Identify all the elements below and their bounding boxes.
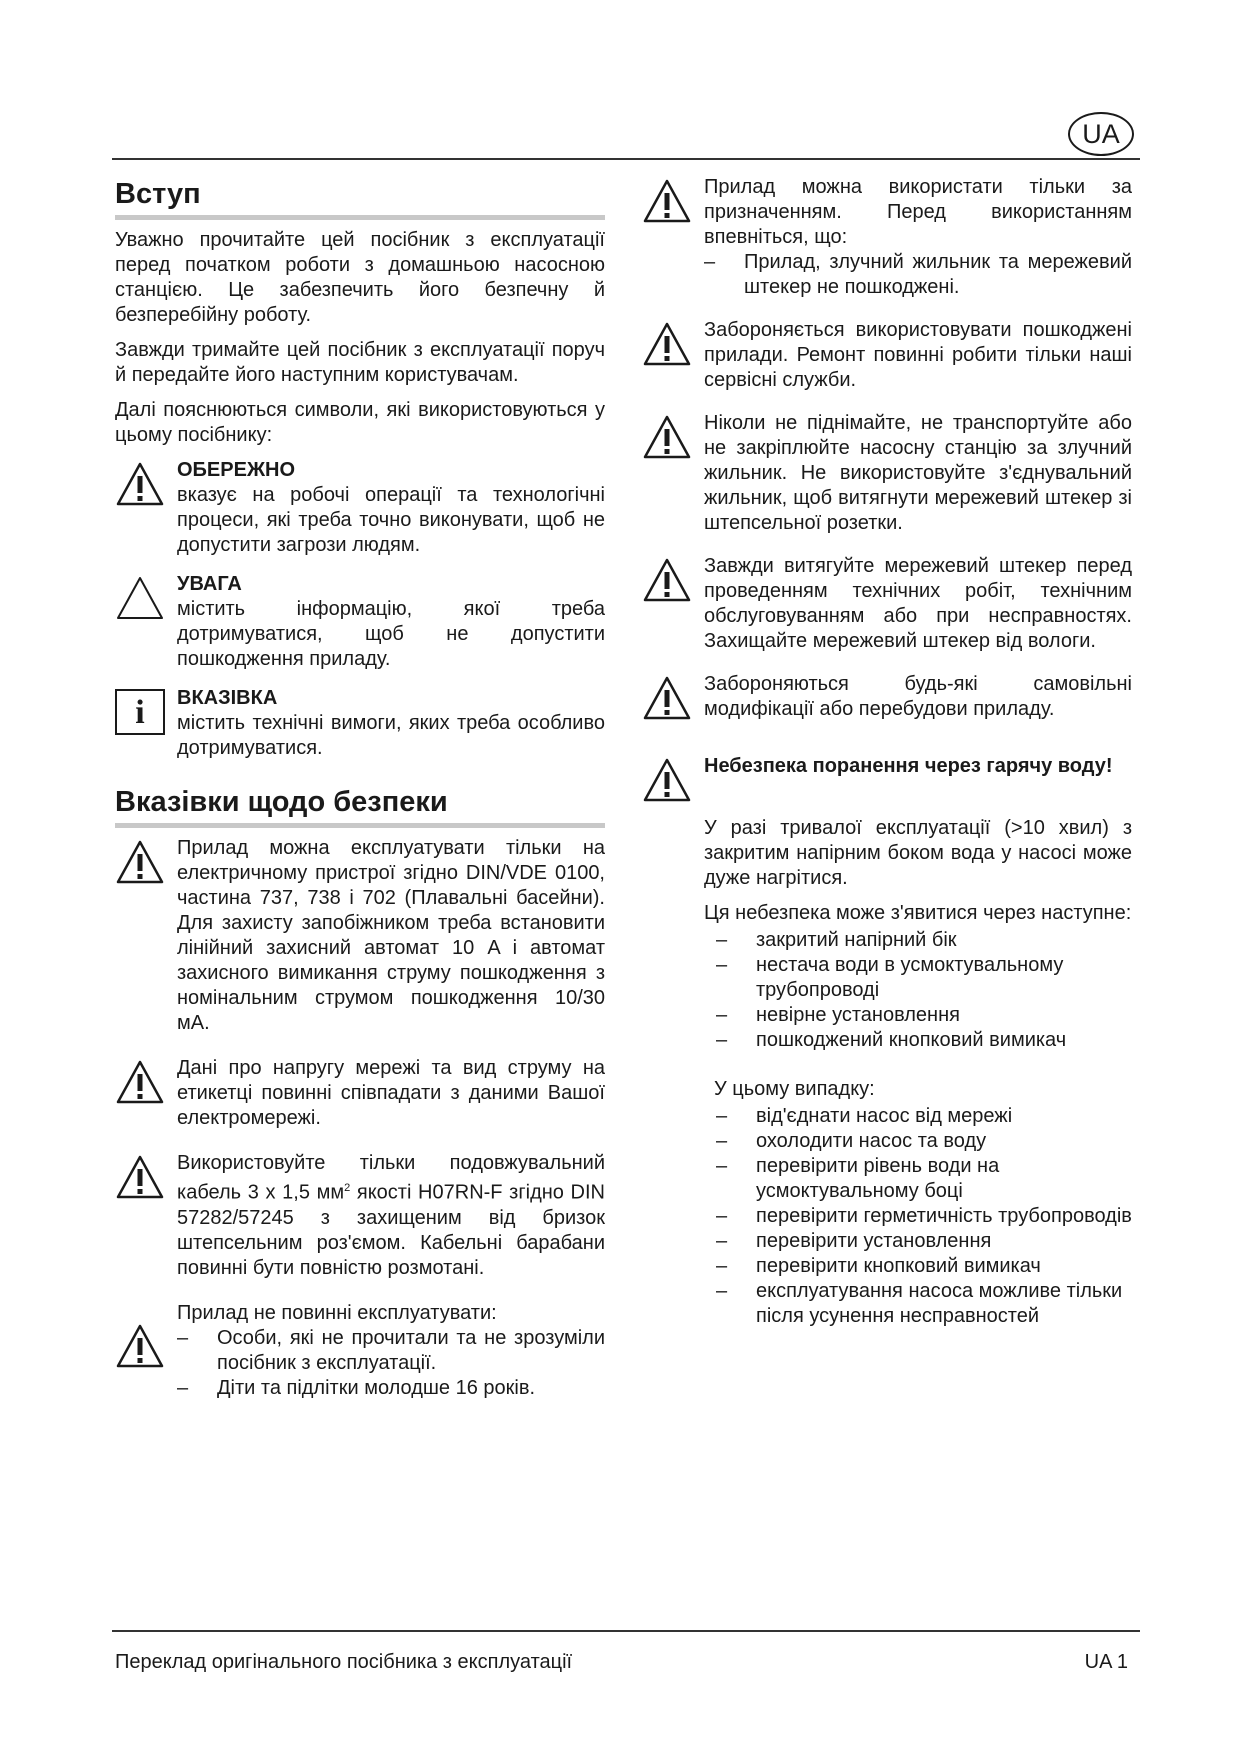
- cause-item-text: невірне установлення: [756, 1004, 960, 1026]
- warning-icon: [115, 1154, 165, 1200]
- dash-marker: –: [716, 929, 728, 951]
- cause-item-text: закритий напірний бік: [756, 929, 957, 951]
- not-operate-text: Прилад не повинні експлуатувати:: [177, 1301, 497, 1324]
- hot-water-paragraph-2: Ця небезпека може з'явитися через наступне:: [704, 902, 1132, 924]
- footer-rule: [112, 1630, 1140, 1632]
- warning-icon: [642, 757, 692, 803]
- safety-item-voltage: [115, 1056, 605, 1131]
- footer-title: Переклад оригінального посібника з експлуатації: [115, 1651, 573, 1673]
- safety-item-cable-text: [177, 1151, 605, 1281]
- intro-paragraph-2: Завжди тримайте цей посібник з експлуатації поруч й передайте його наступним користувачам.: [115, 339, 605, 386]
- dash-marker: –: [716, 1280, 728, 1302]
- dash-marker: –: [716, 1205, 728, 1227]
- usage-item-text: Прилад, злучний жильник та мережевий штекер не пошкоджені.: [744, 251, 1132, 298]
- cause-item: [704, 953, 1132, 1003]
- symbol-note-text: містить технічні вимоги, яких треба особливо дотримуватися.: [177, 712, 605, 759]
- warning-icon: [642, 414, 692, 460]
- action-item: [704, 1279, 1132, 1329]
- symbol-caution-text: вказує на робочі операції та технологічні процеси, які треба точно виконувати, щоб не допустити загрози людям.: [177, 484, 605, 556]
- usage-warning: [642, 175, 1132, 300]
- warning-icon: [642, 178, 692, 224]
- warning-cable: [642, 411, 1132, 536]
- page-number: UA 1: [1084, 1651, 1128, 1673]
- warning-damaged: [642, 318, 1132, 393]
- symbol-caution-title: ОБЕРЕЖНО: [177, 459, 296, 481]
- cause-item: [704, 928, 1132, 953]
- symbol-attention-text: містить інформацію, якої треба дотримуватися, щоб не допустити пошкодження приладу.: [177, 598, 605, 670]
- warning-modifications-text: Забороняються будь-які самовільні модифікації або перебудови приладу.: [704, 673, 1132, 720]
- dash-marker: –: [704, 251, 716, 273]
- safety-item-not-operate: [115, 1301, 605, 1401]
- warning-icon: [115, 1323, 165, 1369]
- not-operate-item: [177, 1376, 605, 1401]
- cause-item: [704, 1003, 1132, 1028]
- cause-item: [704, 1028, 1132, 1053]
- cause-item-text: нестача води в усмоктувальному трубопроводі: [756, 954, 1064, 1001]
- symbol-note-title: ВКАЗІВКА: [177, 687, 278, 709]
- info-icon: i: [115, 689, 165, 735]
- action-item-text: перевірити рівень води на усмоктувальному боці: [756, 1155, 1000, 1202]
- action-item-text: перевірити кнопковий вимикач: [756, 1255, 1041, 1277]
- cable-text-after: якості H07RN-F згідно DIN 57282/57245 з захищеним від бризок штепсельним роз'ємом. Кабельні барабани повинні бути повністю розмотані.: [177, 1181, 605, 1279]
- intro-paragraph-3: Далі пояснюються символи, які використовуються у цьому посібнику:: [115, 399, 605, 446]
- not-operate-item-text: Особи, які не прочитали та не зрозуміли посібник з експлуатації.: [217, 1326, 605, 1374]
- intro-heading: Вступ: [115, 178, 201, 210]
- action-item: [704, 1204, 1132, 1229]
- case-label: У цьому випадку:: [714, 1078, 875, 1100]
- dash-marker: –: [716, 1255, 728, 1277]
- warning-icon: [115, 1059, 165, 1105]
- cause-item-text: пошкоджений кнопковий вимикач: [756, 1029, 1067, 1051]
- warning-unplug: [642, 554, 1132, 654]
- warning-cable-text: Ніколи не піднімайте, не транспортуйте або не закріплюйте насосну станцію за злучний жильник. Не використовуйте з'єднувальний жильник, щоб витягнути мережевий штекер зі штепсельної розетки.: [704, 412, 1132, 534]
- action-item: [704, 1229, 1132, 1254]
- warning-icon: [642, 557, 692, 603]
- action-item: [704, 1104, 1132, 1129]
- action-item-text: перевірити герметичність трубопроводів: [756, 1205, 1132, 1227]
- dash-marker: –: [716, 1130, 728, 1152]
- safety-heading: Вказівки щодо безпеки: [115, 786, 448, 818]
- warning-icon: [642, 675, 692, 721]
- usage-item: [704, 250, 1132, 300]
- dash-marker: –: [177, 1326, 189, 1349]
- symbol-note: [115, 686, 605, 761]
- action-item-text: від'єднати насос від мережі: [756, 1105, 1013, 1127]
- warning-damaged-text: Забороняється використовувати пошкоджені прилади. Ремонт повинні робити тільки наші сервісні служби.: [704, 319, 1132, 391]
- dash-marker: –: [716, 954, 728, 976]
- language-badge: UA: [1068, 112, 1134, 156]
- symbol-caution: [115, 458, 605, 558]
- safety-item-electric-text: Прилад можна експлуатувати тільки на електричному пристрої згідно DIN/VDE 0100, частина 737, 738 і 702 (Плавальні басейни). Для захисту запобіжником треба встановити лінійний захисний автомат 10 A і автомат захисного вимикання струму пошкодження з номінальним струмом пошкодження 10/30 мА.: [177, 837, 605, 1034]
- dash-marker: –: [716, 1230, 728, 1252]
- cable-text-before: Використовуйте тільки подовжувальний кабель 3 x 1,5 мм: [177, 1152, 605, 1204]
- warning-icon: [115, 839, 165, 885]
- action-item-text: охолодити насос та воду: [756, 1130, 987, 1152]
- hot-water-paragraph-1: У разі тривалої експлуатації (>10 хвил) з закритим напірним боком вода у насосі може дуже нагрітися.: [704, 817, 1132, 889]
- intro-paragraph-1: Уважно прочитайте цей посібник з експлуатації перед початком роботи з домашньою насосною станцією. Це забезпечить його безпечну й безперебійну роботу.: [115, 229, 605, 326]
- actions-list: [704, 1104, 1132, 1329]
- causes-list: [704, 928, 1132, 1053]
- safety-item-electric: [115, 836, 605, 1036]
- action-item: [704, 1254, 1132, 1279]
- symbol-attention-title: УВАГА: [177, 573, 242, 595]
- action-item: [704, 1154, 1132, 1204]
- safety-heading-underline: [115, 823, 605, 828]
- warning-icon: [642, 321, 692, 367]
- dash-marker: –: [177, 1376, 189, 1399]
- hot-water-warning: [642, 754, 1132, 806]
- cable-superscript: 2: [344, 1182, 351, 1194]
- dash-marker: –: [716, 1105, 728, 1127]
- right-column: [642, 175, 1132, 1341]
- dash-marker: –: [716, 1029, 728, 1051]
- warning-unplug-text: Завжди витягуйте мережевий штекер перед проведенням технічних робіт, технічним обслуговуванням або при несправностях. Захищайте мережевий штекер від вологи.: [704, 555, 1132, 652]
- dash-marker: –: [716, 1004, 728, 1026]
- action-item-text: перевірити установлення: [756, 1230, 992, 1252]
- not-operate-item-text: Діти та підлітки молодше 16 років.: [217, 1376, 536, 1399]
- symbol-attention: [115, 572, 605, 672]
- dash-marker: –: [716, 1155, 728, 1177]
- warning-icon: [115, 461, 165, 507]
- hot-water-body: [642, 816, 1132, 1329]
- header-rule: [112, 158, 1140, 160]
- usage-text: Прилад можна використати тільки за призначенням. Перед використанням впевніться, що:: [704, 176, 1132, 248]
- action-item: [704, 1129, 1132, 1154]
- not-operate-item: [177, 1326, 605, 1376]
- hot-water-title: Небезпека поранення через гарячу воду!: [704, 755, 1113, 777]
- left-column: [115, 175, 605, 1415]
- safety-item-cable: [115, 1151, 605, 1281]
- attention-triangle-icon: [115, 575, 165, 621]
- action-item-text: експлуатування насоса можливе тільки після усунення несправностей: [756, 1280, 1123, 1327]
- intro-heading-underline: [115, 215, 605, 220]
- safety-item-voltage-text: Дані про напругу мережі та вид струму на етикетці повинні співпадати з даними Вашої електромережі.: [177, 1057, 605, 1129]
- warning-modifications: [642, 672, 1132, 724]
